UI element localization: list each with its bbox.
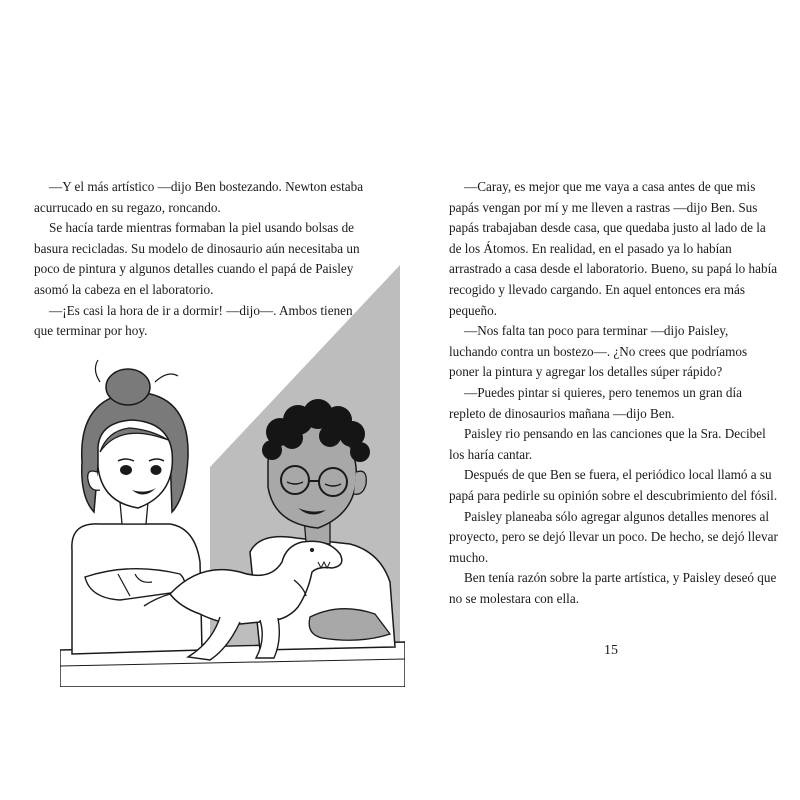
paragraph: Paisley rio pensando en las canciones que la Sra. Decibel los haría cantar. xyxy=(449,426,766,462)
paragraph: —Y el más artístico —dijo Ben bostezando. Newton estaba acurrucado en su regazo, roncando. xyxy=(34,179,364,215)
illustration-paisley-ben-dinosaur xyxy=(60,262,405,687)
page-number: 15 xyxy=(604,643,618,658)
paisley-figure xyxy=(72,360,202,654)
right-page-text xyxy=(449,177,779,609)
right-page xyxy=(400,0,800,800)
paragraph: Ben tenía razón sobre la parte artística, y Paisley deseó que no se molestara con ella. xyxy=(449,570,777,606)
paragraph: Se hacía tarde mientras formaban la piel usando bolsas de basura recicladas. Su modelo de dinosaurio aún necesitaba un poco de pintura y algunos detalles cuando el papá de Paisley asomó la cabeza en el laboratorio. xyxy=(34,220,360,297)
paragraph: —Puedes pintar si quieres, pero tenemos un gran día repleto de dinosaurios mañana —dijo Ben. xyxy=(449,384,742,421)
paragraph: —Caray, es mejor que me vaya a casa antes de que mis papás vengan por mí y me lleven a rastras —dijo Ben. Sus papás trabajaban desde casa, que quedaba justo al lado de la de los Átomos. En realidad, en el pasado ya lo habían arrastrado a casa desde el laboratorio. Bueno, su papá lo había recogido y llevado cargando. En aquel entonces era más pequeño. xyxy=(449,179,778,318)
paragraph: —Nos falta tan poco para terminar —dijo Paisley, luchando contra un bostezo—. ¿No crees que podríamos poner la pintura y agregar los detalles súper rápido? xyxy=(449,323,748,380)
paragraph: Después de que Ben se fuera, el periódico local llamó a su papá para pedirle su opinión sobre el descubrimiento del fósil. xyxy=(449,467,778,503)
paragraph: Paisley planeaba sólo agregar algunos detalles menores al proyecto, pero se dejó llevar un poco. De hecho, se dejó llevar mucho. xyxy=(449,508,778,565)
paragraph: —¡Es casi la hora de ir a dormir! —dijo—. Ambos tienen que terminar por hoy. xyxy=(34,302,353,339)
